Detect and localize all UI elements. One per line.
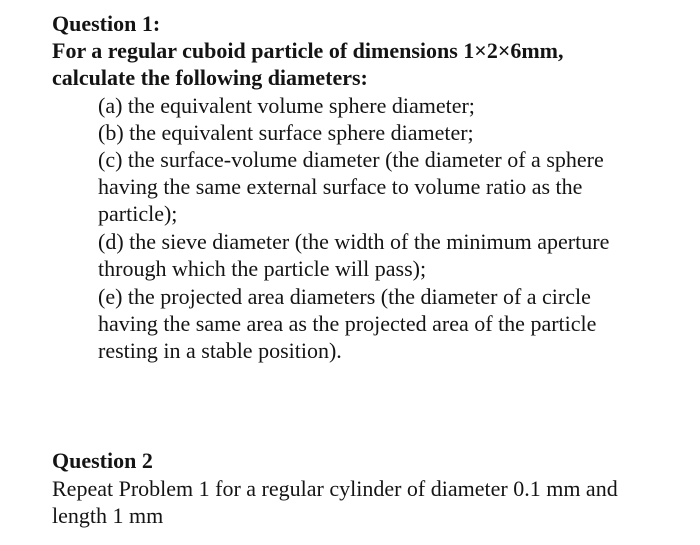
question-2-body-line: Repeat Problem 1 for a regular cylinder of diameter 0.1 mm and [52, 476, 618, 501]
question-2-body-line: length 1 mm [52, 503, 164, 528]
part-d-text: through which the particle will pass); [98, 256, 427, 281]
part-e-text: (e) the projected area diameters (the diameter of a circle [98, 284, 591, 309]
part-c-text: having the same external surface to volume ratio as the [98, 174, 583, 199]
part-b-text: (b) the equivalent surface sphere diameter; [98, 120, 474, 145]
part-e-text: having the same area as the projected area of the particle [98, 311, 597, 336]
part-e-text: resting in a stable position). [98, 338, 342, 363]
part-c-text: particle); [98, 201, 178, 226]
part-a-text: (a) the equivalent volume sphere diameter; [98, 93, 475, 118]
part-d-text: (d) the sieve diameter (the width of the minimum aperture [98, 229, 610, 254]
question-1-title: Question 1: [52, 11, 161, 36]
part-c-text: (c) the surface-volume diameter (the diameter of a sphere [98, 147, 604, 172]
question-1-prompt-line: calculate the following diameters: [52, 65, 368, 90]
question-2-title: Question 2 [52, 448, 153, 473]
question-1-prompt-line: For a regular cuboid particle of dimensions 1×2×6mm, [52, 38, 564, 63]
